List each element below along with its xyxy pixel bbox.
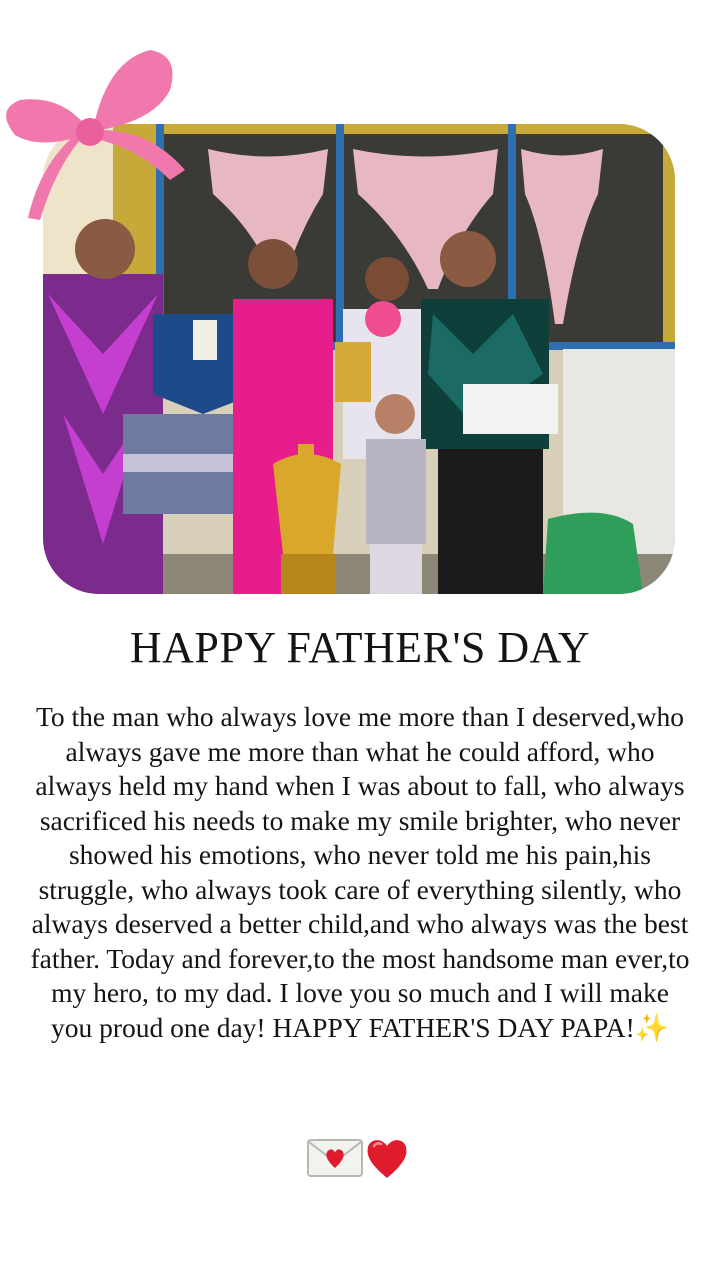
pink-ribbon-bow-icon [0,40,200,230]
emoji-row [0,1136,720,1182]
love-letter-icon [306,1136,356,1182]
red-heart-icon [364,1136,414,1182]
sparkles-icon: ✨ [634,1011,670,1043]
message-text: To the man who always love me more than I deserved,who always gave me more than what he could afford, who always held my hand when I was about to fall, who always sacrificed his needs to make my smile brighter, who never showed his emotions, who never told me his pain,his struggle, who always took care of everything silently, who always deserved a better child,and who always was the best father. Today and forever,to the most handsome man ever,to my hero, to my dad. I love you so much and I will make you proud one day! HAPPY FATHER'S DAY PAPA! [30,701,690,1043]
page-title: HAPPY FATHER'S DAY [129,623,591,672]
tribute-message [30,700,690,1045]
